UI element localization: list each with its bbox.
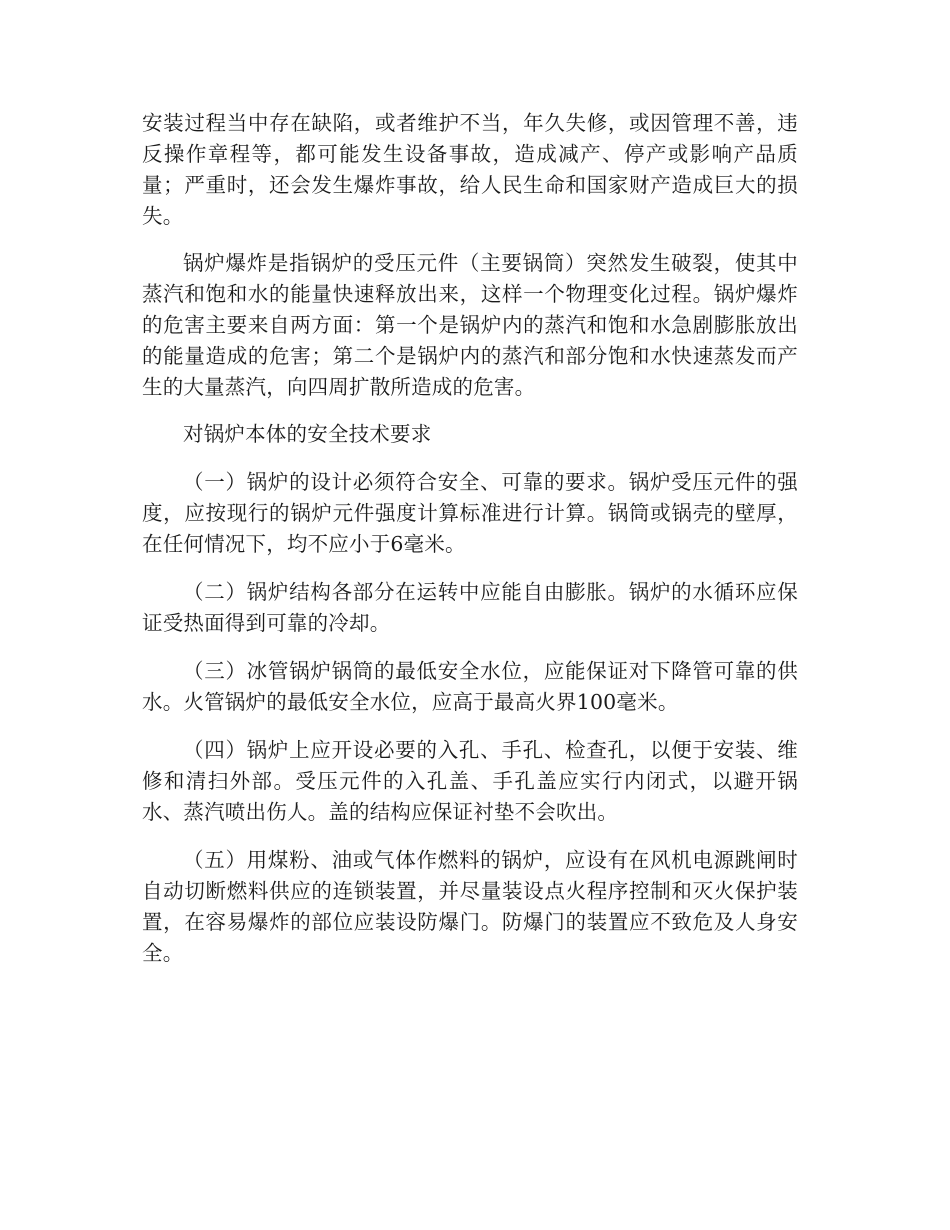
requirement-item-5: （五）用煤粉、油或气体作燃料的锅炉，应设有在风机电源跳闸时自动切断燃料供应的连锁装置，并尽量装设点火程序控制和灭火保护装置，在容易爆炸的部位应装设防爆门。防爆门的装置应不致危及人身安全。	[142, 848, 798, 965]
paragraph-boiler-explosion: 锅炉爆炸是指锅炉的受压元件（主要锅筒）突然发生破裂，使其中蒸汽和饱和水的能量快速释放出来，这样一个物理变化过程。锅炉爆炸的危害主要来自两方面：第一个是锅炉内的蒸汽和饱和水急剧膨胀放出的能量造成的危害；第二个是锅炉内的蒸汽和部分饱和水快速蒸发而产生的大量蒸汽，向四周扩散所造成的危害。	[142, 251, 798, 399]
paragraph-continuation: 安装过程当中存在缺陷，或者维护不当，年久失修，或因管理不善，违反操作章程等，都可能发生设备事故，造成减产、停产或影响产品质量；严重时，还会发生爆炸事故，给人民生命和国家财产造成巨大的损失。	[142, 111, 798, 228]
requirement-item-4: （四）锅炉上应开设必要的入孔、手孔、检查孔，以便于安装、维修和清扫外部。受压元件的入孔盖、手孔盖应实行内闭式，以避开锅水、蒸汽喷出伤人。盖的结构应保证衬垫不会吹出。	[142, 738, 798, 824]
document-page	[142, 108, 798, 969]
requirement-item-3: （三）冰管锅炉锅筒的最低安全水位，应能保证对下降管可靠的供水。火管锅炉的最低安全水位，应高于最高火界100毫米。	[142, 659, 798, 714]
requirement-item-2: （二）锅炉结构各部分在运转中应能自由膨胀。锅炉的水循环应保证受热面得到可靠的冷却。	[142, 580, 798, 635]
requirement-item-1: （一）锅炉的设计必须符合安全、可靠的要求。锅炉受压元件的强度，应按现行的锅炉元件强度计算标准进行计算。锅筒或锅壳的壁厚，在任何情况下，均不应小于6毫米。	[142, 470, 798, 556]
section-heading: 对锅炉本体的安全技术要求	[183, 422, 432, 446]
